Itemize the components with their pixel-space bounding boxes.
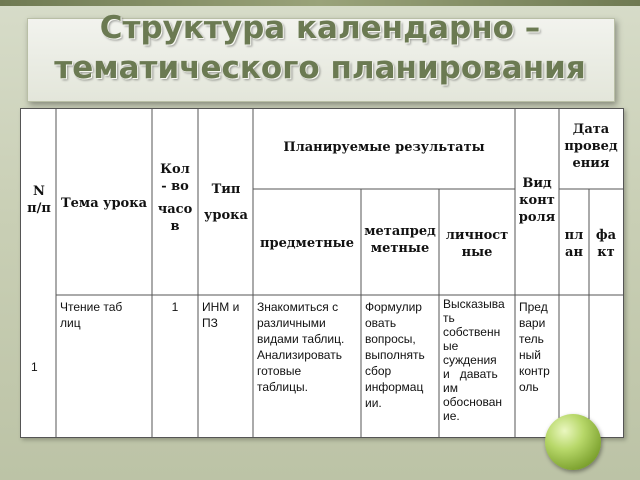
header-planned-results: Планируемые результаты — [283, 140, 485, 155]
top-frame-bar — [0, 0, 640, 6]
header-lesson-type: Тип урока — [204, 182, 248, 223]
row-lesson-type: ИНМ и ПЗ — [202, 300, 240, 330]
header-fact: фа кт — [595, 228, 617, 260]
header-hours: Кол - во часо в — [157, 162, 193, 234]
row-subject-results: Знакомиться с различными видами таблиц. Анализировать готовые таблицы. — [257, 300, 345, 394]
header-meta-results: метапред метные — [364, 224, 436, 256]
row-meta-results: Формулир овать вопросы, выполнять сбор информац ии. — [365, 300, 425, 410]
slide-title: Структура календарно – тематического планирования — [54, 10, 586, 86]
row-personal-results: Высказыва ть собственн ые суждения и давать им обоснован ие. — [443, 297, 505, 423]
header-date: Дата провед ения — [564, 122, 618, 171]
decorative-orb — [545, 414, 601, 470]
header-topic: Тема урока — [60, 196, 148, 211]
header-control-type: Вид конт роля — [518, 176, 556, 225]
header-personal-results: личност ные — [445, 228, 509, 260]
row-control-type: Пред вари тель ный контр оль — [519, 300, 550, 394]
row-number: 1 — [31, 360, 38, 374]
header-plan: пл ан — [564, 228, 584, 260]
planning-table — [20, 108, 624, 438]
row-hours: 1 — [171, 300, 179, 314]
header-number: N п/п — [27, 184, 51, 216]
header-subject-results: предметные — [260, 236, 354, 251]
row-topic: Чтение таб лиц — [60, 300, 123, 330]
